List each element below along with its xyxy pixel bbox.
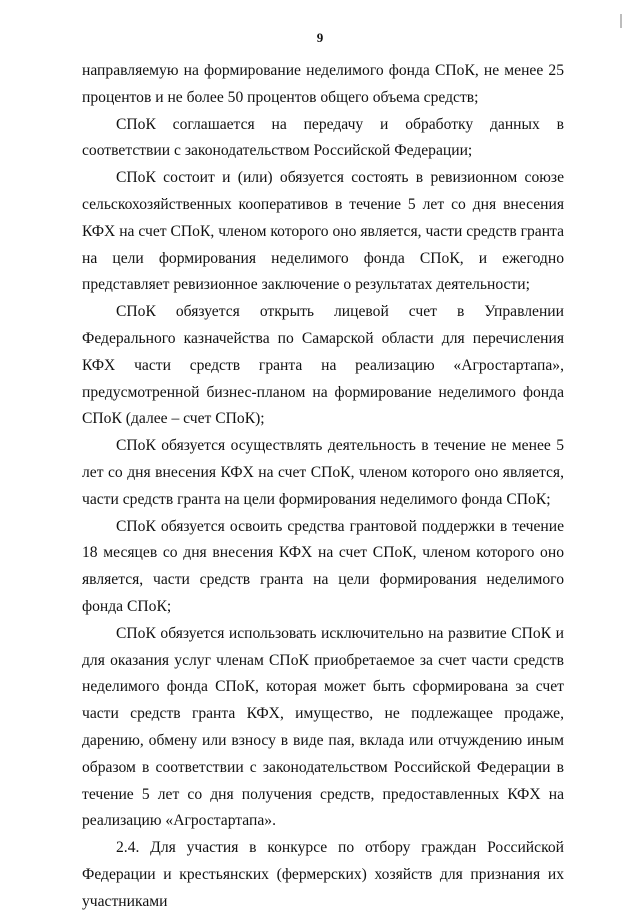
body-text: [82, 58, 564, 916]
paragraph-section-2-4: 2.4. Для участия в конкурсе по отбору граждан Российской Федерации и крестьянских (фермерских) хозяйств для признания их участниками: [82, 839, 564, 910]
paragraph-data-consent: СПоК соглашается на передачу и обработку данных в соответствии с законодательством Российской Федерации;: [82, 115, 564, 160]
paragraph-grant-use-term: СПоК обязуется освоить средства грантовой поддержки в течение 18 месяцев со дня внесения КФХ на счет СПоК, членом которого оно является, части средств гранта на цели формирования неделимого фонда СПоК;: [82, 517, 564, 615]
scan-edge-mark: [620, 14, 622, 28]
paragraph-treasury-account: СПоК обязуется открыть лицевой счет в Управлении Федерального казначейства по Самарской области для перечисления КФХ части средств гранта на реализацию «Агростартапа», предусмотренной бизнес-планом на формирование неделимого фонда СПоК (далее – счет СПоК);: [82, 303, 564, 428]
paragraph-activity-term: СПоК обязуется осуществлять деятельность в течение не менее 5 лет со дня внесения КФХ на счет СПоК, членом которого оно является, части средств гранта на цели формирования неделимого фонда СПоК;: [82, 437, 564, 508]
paragraph-continuation: направляемую на формирование неделимого фонда СПоК, не менее 25 процентов и не более 50 процентов общего объема средств;: [82, 62, 564, 106]
paragraph-property-use: СПоК обязуется использовать исключительно на развитие СПоК и для оказания услуг членам СПоК приобретаемое за счет части средств неделимого фонда СПоК, которая может быть сформирована за счет части средств гранта КФХ, имущество, не подлежащее продаже, дарению, обмену или взносу в виде пая, вклада или отчуждению иным образом в соответствии с законодательством Российской Федерации в течение 5 лет со дня получения средств, предоставленных КФХ на реализацию «Агростартапа».: [82, 624, 564, 830]
paragraph-audit-union: СПоК состоит и (или) обязуется состоять в ревизионном союзе сельскохозяйственных кооперативов в течение 5 лет со дня внесения КФХ на счет СПоК, членом которого оно является, части средств гранта на цели формирования неделимого фонда СПоК, и ежегодно представляет ревизионное заключение о результатах деятельности;: [82, 169, 564, 294]
page-number: 9: [316, 30, 324, 45]
